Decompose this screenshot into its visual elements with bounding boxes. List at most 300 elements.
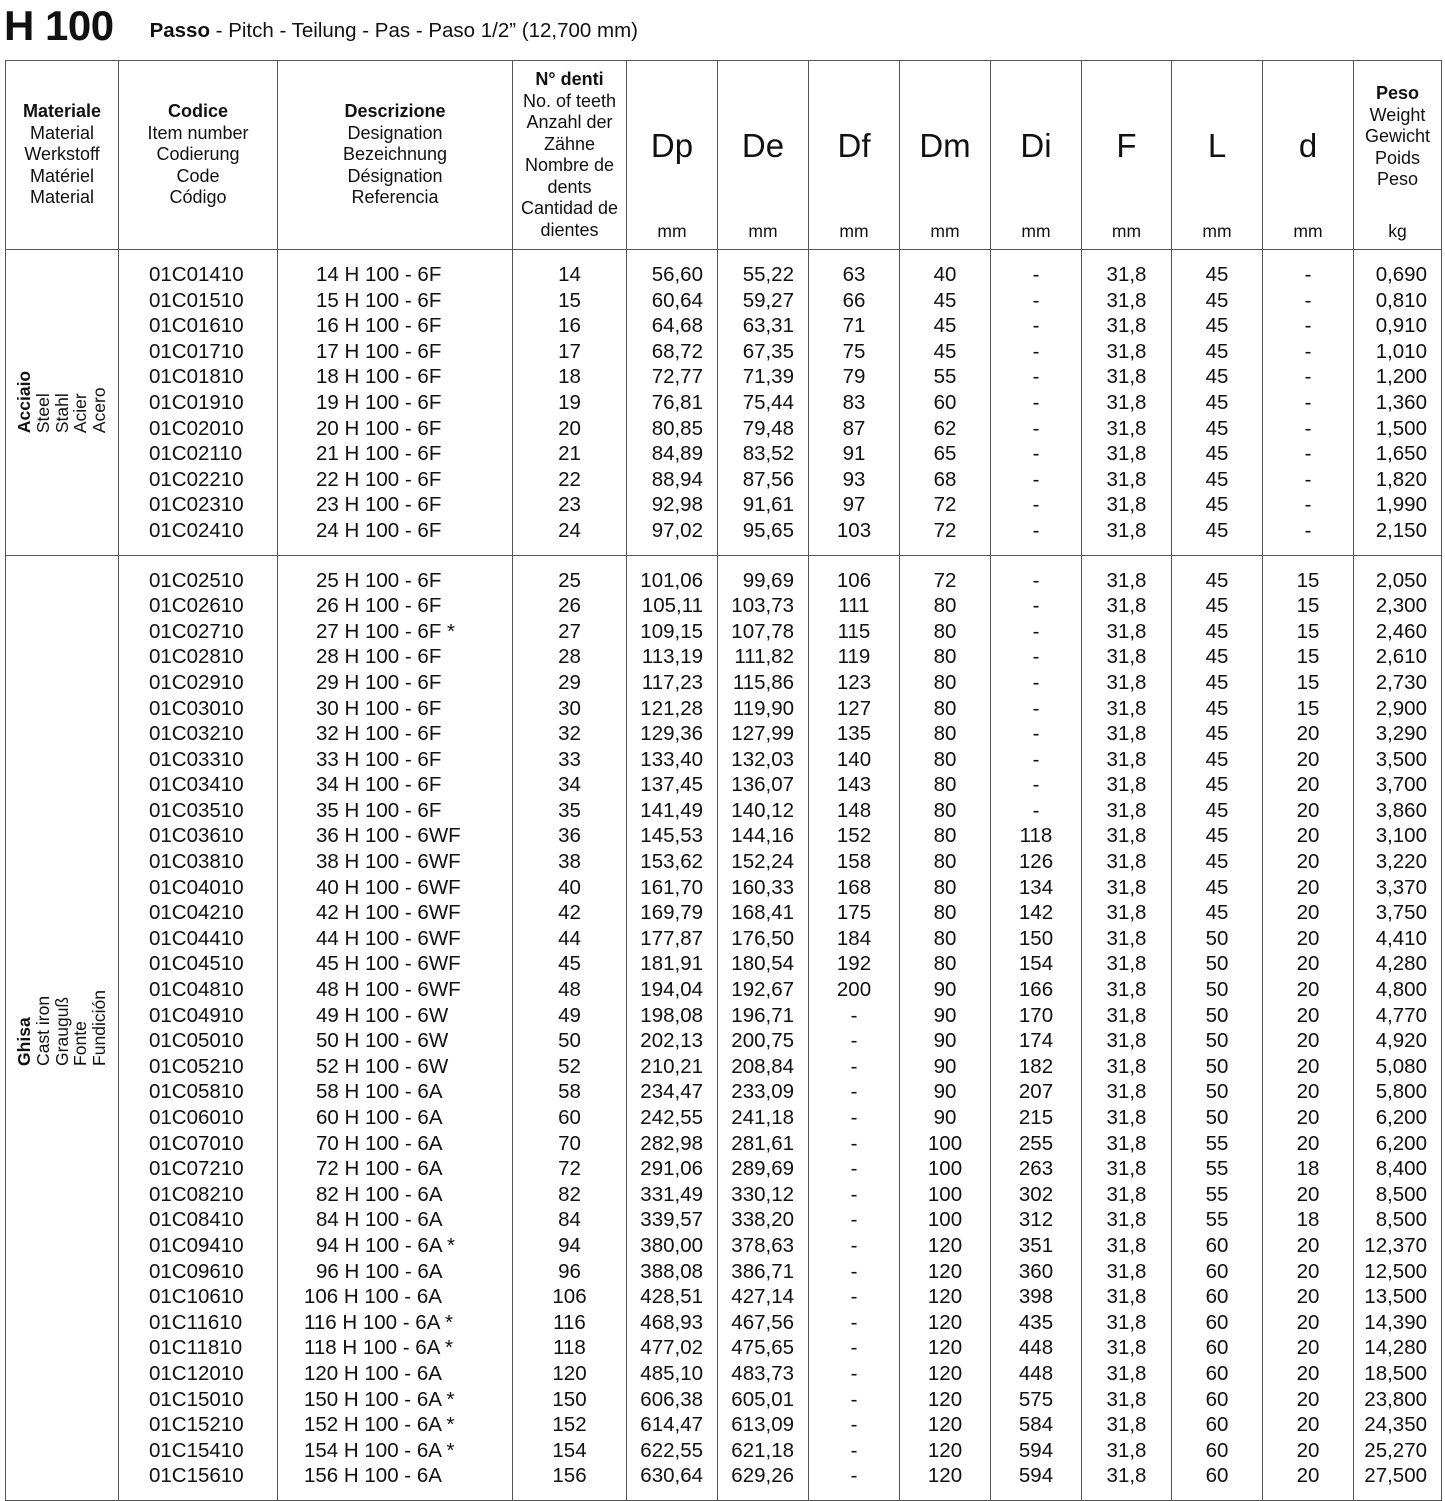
cell-df: - bbox=[809, 1310, 900, 1336]
cell-dm: 120 bbox=[900, 1463, 991, 1489]
cell-f: 31,8 bbox=[1082, 1131, 1172, 1157]
spacer-cell bbox=[809, 250, 900, 263]
cell-description: 84 H 100 - 6A bbox=[278, 1207, 513, 1233]
cell-di: - bbox=[991, 339, 1082, 365]
cell-de: 241,18 bbox=[718, 1105, 809, 1131]
cell-de: 629,26 bbox=[718, 1463, 809, 1489]
cell-description: 36 H 100 - 6WF bbox=[278, 823, 513, 849]
cell-di: 575 bbox=[991, 1387, 1082, 1413]
table-row bbox=[6, 1182, 1442, 1208]
cell-weight: 8,500 bbox=[1354, 1182, 1442, 1208]
cell-l: 60 bbox=[1172, 1233, 1263, 1259]
cell-de: 140,12 bbox=[718, 798, 809, 824]
cell-code: 01C05810 bbox=[119, 1079, 278, 1105]
cell-f: 31,8 bbox=[1082, 593, 1172, 619]
cell-dp: 242,55 bbox=[627, 1105, 718, 1131]
material-name: Acier bbox=[70, 393, 91, 434]
pitch-subtitle bbox=[150, 19, 638, 43]
spacer-cell bbox=[1082, 1489, 1172, 1501]
cell-df: - bbox=[809, 1387, 900, 1413]
spacer-cell bbox=[1354, 544, 1442, 556]
cell-df: 192 bbox=[809, 951, 900, 977]
cell-de: 136,07 bbox=[718, 772, 809, 798]
cell-dp: 331,49 bbox=[627, 1182, 718, 1208]
cell-d: 20 bbox=[1263, 1335, 1354, 1361]
table-row bbox=[6, 1156, 1442, 1182]
cell-code: 01C03510 bbox=[119, 798, 278, 824]
cell-d: - bbox=[1263, 313, 1354, 339]
cell-di: 398 bbox=[991, 1284, 1082, 1310]
cell-df: 123 bbox=[809, 670, 900, 696]
cell-di: - bbox=[991, 747, 1082, 773]
cell-weight: 1,360 bbox=[1354, 390, 1442, 416]
cell-weight: 8,500 bbox=[1354, 1207, 1442, 1233]
cell-f: 31,8 bbox=[1082, 441, 1172, 467]
cell-dp: 109,15 bbox=[627, 619, 718, 645]
cell-teeth: 27 bbox=[513, 619, 627, 645]
cell-l: 45 bbox=[1172, 875, 1263, 901]
cell-weight: 4,800 bbox=[1354, 977, 1442, 1003]
table-row bbox=[6, 518, 1442, 544]
cell-d: 20 bbox=[1263, 1387, 1354, 1413]
cell-de: 67,35 bbox=[718, 339, 809, 365]
cell-teeth: 38 bbox=[513, 849, 627, 875]
cell-code: 01C01410 bbox=[119, 262, 278, 288]
spacer-cell bbox=[278, 544, 513, 556]
cell-code: 01C03610 bbox=[119, 823, 278, 849]
cell-dp: 291,06 bbox=[627, 1156, 718, 1182]
cell-code: 01C04010 bbox=[119, 875, 278, 901]
cell-d: 20 bbox=[1263, 772, 1354, 798]
cell-dp: 485,10 bbox=[627, 1361, 718, 1387]
cell-de: 152,24 bbox=[718, 849, 809, 875]
cell-di: - bbox=[991, 593, 1082, 619]
cell-df: - bbox=[809, 1079, 900, 1105]
cell-teeth: 58 bbox=[513, 1079, 627, 1105]
cell-teeth: 29 bbox=[513, 670, 627, 696]
cell-teeth: 152 bbox=[513, 1412, 627, 1438]
cell-description: 22 H 100 - 6F bbox=[278, 467, 513, 493]
cell-de: 196,71 bbox=[718, 1003, 809, 1029]
material-cell bbox=[6, 555, 119, 1500]
cell-teeth: 20 bbox=[513, 416, 627, 442]
cell-f: 31,8 bbox=[1082, 1028, 1172, 1054]
cell-dm: 80 bbox=[900, 721, 991, 747]
cell-weight: 12,500 bbox=[1354, 1259, 1442, 1285]
cell-dp: 117,23 bbox=[627, 670, 718, 696]
cell-dp: 210,21 bbox=[627, 1054, 718, 1080]
spacer-cell bbox=[1172, 544, 1263, 556]
cell-di: 448 bbox=[991, 1361, 1082, 1387]
cell-di: - bbox=[991, 262, 1082, 288]
cell-dm: 80 bbox=[900, 696, 991, 722]
cell-di: - bbox=[991, 518, 1082, 544]
spacer-cell bbox=[278, 250, 513, 263]
cell-dp: 56,60 bbox=[627, 262, 718, 288]
cell-weight: 1,200 bbox=[1354, 364, 1442, 390]
cell-dp: 234,47 bbox=[627, 1079, 718, 1105]
cell-di: 435 bbox=[991, 1310, 1082, 1336]
table-row bbox=[6, 568, 1442, 594]
table-row bbox=[6, 1003, 1442, 1029]
header-dm: Dm mm bbox=[900, 61, 991, 250]
cell-df: 66 bbox=[809, 288, 900, 314]
cell-di: 118 bbox=[991, 823, 1082, 849]
cell-description: 15 H 100 - 6F bbox=[278, 288, 513, 314]
spacer-cell bbox=[627, 544, 718, 556]
cell-di: - bbox=[991, 568, 1082, 594]
group-spacer bbox=[6, 544, 1442, 556]
cell-weight: 1,820 bbox=[1354, 467, 1442, 493]
cell-f: 31,8 bbox=[1082, 492, 1172, 518]
cell-dp: 153,62 bbox=[627, 849, 718, 875]
material-name: Steel bbox=[32, 393, 53, 434]
cell-description: 156 H 100 - 6A bbox=[278, 1463, 513, 1489]
cell-description: 49 H 100 - 6W bbox=[278, 1003, 513, 1029]
cell-d: 20 bbox=[1263, 849, 1354, 875]
cell-di: 126 bbox=[991, 849, 1082, 875]
table-row bbox=[6, 313, 1442, 339]
cell-df: - bbox=[809, 1438, 900, 1464]
cell-de: 160,33 bbox=[718, 875, 809, 901]
table-row bbox=[6, 875, 1442, 901]
cell-dm: 120 bbox=[900, 1361, 991, 1387]
cell-dm: 80 bbox=[900, 823, 991, 849]
cell-code: 01C02510 bbox=[119, 568, 278, 594]
table-row bbox=[6, 849, 1442, 875]
cell-dp: 145,53 bbox=[627, 823, 718, 849]
cell-df: - bbox=[809, 1182, 900, 1208]
spacer-cell bbox=[1263, 250, 1354, 263]
header-weight: Peso Weight Gewicht Poids Peso kg bbox=[1354, 61, 1442, 250]
cell-dm: 80 bbox=[900, 798, 991, 824]
cell-l: 45 bbox=[1172, 747, 1263, 773]
cell-f: 31,8 bbox=[1082, 1156, 1172, 1182]
cell-df: - bbox=[809, 1028, 900, 1054]
spacer-cell bbox=[991, 544, 1082, 556]
cell-teeth: 17 bbox=[513, 339, 627, 365]
table-row bbox=[6, 823, 1442, 849]
group-steel bbox=[6, 250, 1442, 556]
cell-weight: 2,050 bbox=[1354, 568, 1442, 594]
cell-code: 01C04410 bbox=[119, 926, 278, 952]
cell-dm: 45 bbox=[900, 288, 991, 314]
cell-code: 01C06010 bbox=[119, 1105, 278, 1131]
spacer-cell bbox=[718, 1489, 809, 1501]
cell-l: 45 bbox=[1172, 416, 1263, 442]
cell-l: 45 bbox=[1172, 619, 1263, 645]
cell-d: 20 bbox=[1263, 798, 1354, 824]
cell-de: 111,82 bbox=[718, 644, 809, 670]
cell-de: 87,56 bbox=[718, 467, 809, 493]
cell-df: - bbox=[809, 1259, 900, 1285]
cell-l: 45 bbox=[1172, 364, 1263, 390]
cell-di: - bbox=[991, 441, 1082, 467]
table-row bbox=[6, 492, 1442, 518]
cell-description: 29 H 100 - 6F bbox=[278, 670, 513, 696]
table-row bbox=[6, 696, 1442, 722]
cell-di: - bbox=[991, 288, 1082, 314]
cell-de: 55,22 bbox=[718, 262, 809, 288]
cell-di: 360 bbox=[991, 1259, 1082, 1285]
cell-dm: 80 bbox=[900, 849, 991, 875]
cell-teeth: 33 bbox=[513, 747, 627, 773]
header-df: Df mm bbox=[809, 61, 900, 250]
table-row bbox=[6, 1438, 1442, 1464]
cell-weight: 4,280 bbox=[1354, 951, 1442, 977]
cell-dp: 141,49 bbox=[627, 798, 718, 824]
cell-weight: 3,290 bbox=[1354, 721, 1442, 747]
cell-description: 28 H 100 - 6F bbox=[278, 644, 513, 670]
cell-teeth: 49 bbox=[513, 1003, 627, 1029]
cell-weight: 14,390 bbox=[1354, 1310, 1442, 1336]
cell-d: 20 bbox=[1263, 1310, 1354, 1336]
spacer-cell bbox=[513, 250, 627, 263]
cell-df: 87 bbox=[809, 416, 900, 442]
cell-teeth: 30 bbox=[513, 696, 627, 722]
cell-f: 31,8 bbox=[1082, 1310, 1172, 1336]
cell-description: 96 H 100 - 6A bbox=[278, 1259, 513, 1285]
cell-di: 170 bbox=[991, 1003, 1082, 1029]
cell-weight: 1,500 bbox=[1354, 416, 1442, 442]
group-spacer bbox=[6, 1489, 1442, 1501]
cell-di: 166 bbox=[991, 977, 1082, 1003]
cell-de: 281,61 bbox=[718, 1131, 809, 1157]
cell-df: - bbox=[809, 1463, 900, 1489]
cell-de: 233,09 bbox=[718, 1079, 809, 1105]
cell-code: 01C03310 bbox=[119, 747, 278, 773]
cell-d: 20 bbox=[1263, 1003, 1354, 1029]
cell-l: 45 bbox=[1172, 670, 1263, 696]
cell-d: 20 bbox=[1263, 1182, 1354, 1208]
cell-teeth: 84 bbox=[513, 1207, 627, 1233]
table-row bbox=[6, 467, 1442, 493]
cell-f: 31,8 bbox=[1082, 339, 1172, 365]
cell-code: 01C15410 bbox=[119, 1438, 278, 1464]
cell-df: 148 bbox=[809, 798, 900, 824]
cell-teeth: 25 bbox=[513, 568, 627, 594]
cell-teeth: 40 bbox=[513, 875, 627, 901]
cell-dp: 129,36 bbox=[627, 721, 718, 747]
table-row bbox=[6, 416, 1442, 442]
cell-description: 16 H 100 - 6F bbox=[278, 313, 513, 339]
spacer-cell bbox=[718, 555, 809, 568]
cell-weight: 4,410 bbox=[1354, 926, 1442, 952]
spacer-cell bbox=[627, 555, 718, 568]
cell-f: 31,8 bbox=[1082, 416, 1172, 442]
header-material: Materiale Material Werkstoff Matériel Material bbox=[6, 61, 119, 250]
cell-dm: 90 bbox=[900, 1105, 991, 1131]
cell-teeth: 14 bbox=[513, 262, 627, 288]
spacer-cell bbox=[1172, 250, 1263, 263]
cell-description: 120 H 100 - 6A bbox=[278, 1361, 513, 1387]
table-row bbox=[6, 1259, 1442, 1285]
spacer-cell bbox=[1172, 1489, 1263, 1501]
cell-weight: 3,750 bbox=[1354, 900, 1442, 926]
spacer-cell bbox=[1354, 1489, 1442, 1501]
cell-l: 50 bbox=[1172, 1028, 1263, 1054]
cell-de: 208,84 bbox=[718, 1054, 809, 1080]
cell-df: 115 bbox=[809, 619, 900, 645]
header-de: De mm bbox=[718, 61, 809, 250]
cell-dm: 80 bbox=[900, 900, 991, 926]
cell-di: - bbox=[991, 772, 1082, 798]
cell-code: 01C04510 bbox=[119, 951, 278, 977]
cell-di: 594 bbox=[991, 1463, 1082, 1489]
cell-d: 20 bbox=[1263, 875, 1354, 901]
cell-di: 207 bbox=[991, 1079, 1082, 1105]
cell-l: 45 bbox=[1172, 696, 1263, 722]
cell-weight: 2,460 bbox=[1354, 619, 1442, 645]
cell-description: 34 H 100 - 6F bbox=[278, 772, 513, 798]
cell-dp: 97,02 bbox=[627, 518, 718, 544]
cell-di: 448 bbox=[991, 1335, 1082, 1361]
cell-dp: 88,94 bbox=[627, 467, 718, 493]
cell-l: 45 bbox=[1172, 390, 1263, 416]
cell-l: 45 bbox=[1172, 593, 1263, 619]
cell-d: 20 bbox=[1263, 1079, 1354, 1105]
cell-description: 50 H 100 - 6W bbox=[278, 1028, 513, 1054]
cell-l: 60 bbox=[1172, 1284, 1263, 1310]
cell-weight: 27,500 bbox=[1354, 1463, 1442, 1489]
cell-teeth: 52 bbox=[513, 1054, 627, 1080]
cell-de: 59,27 bbox=[718, 288, 809, 314]
cell-dp: 92,98 bbox=[627, 492, 718, 518]
spacer-cell bbox=[991, 1489, 1082, 1501]
table-row bbox=[6, 619, 1442, 645]
cell-df: - bbox=[809, 1335, 900, 1361]
spacer-cell bbox=[1082, 250, 1172, 263]
cell-teeth: 45 bbox=[513, 951, 627, 977]
cell-weight: 2,730 bbox=[1354, 670, 1442, 696]
cell-df: - bbox=[809, 1284, 900, 1310]
cell-df: 91 bbox=[809, 441, 900, 467]
cell-f: 31,8 bbox=[1082, 644, 1172, 670]
cell-dm: 90 bbox=[900, 1054, 991, 1080]
cell-de: 99,69 bbox=[718, 568, 809, 594]
spacer-cell bbox=[900, 544, 991, 556]
cell-weight: 3,860 bbox=[1354, 798, 1442, 824]
cell-teeth: 34 bbox=[513, 772, 627, 798]
cell-teeth: 16 bbox=[513, 313, 627, 339]
cell-weight: 6,200 bbox=[1354, 1105, 1442, 1131]
group-spacer bbox=[6, 555, 1442, 568]
cell-dm: 72 bbox=[900, 492, 991, 518]
cell-de: 483,73 bbox=[718, 1361, 809, 1387]
cell-teeth: 48 bbox=[513, 977, 627, 1003]
cell-d: - bbox=[1263, 467, 1354, 493]
cell-teeth: 22 bbox=[513, 467, 627, 493]
material-name: Acero bbox=[89, 387, 110, 434]
cell-code: 01C08410 bbox=[119, 1207, 278, 1233]
cell-de: 83,52 bbox=[718, 441, 809, 467]
cell-weight: 3,220 bbox=[1354, 849, 1442, 875]
cell-description: 45 H 100 - 6WF bbox=[278, 951, 513, 977]
cell-description: 25 H 100 - 6F bbox=[278, 568, 513, 594]
cell-de: 132,03 bbox=[718, 747, 809, 773]
cell-df: 143 bbox=[809, 772, 900, 798]
spacer-cell bbox=[718, 250, 809, 263]
table-row bbox=[6, 441, 1442, 467]
cell-dm: 80 bbox=[900, 926, 991, 952]
cell-dp: 76,81 bbox=[627, 390, 718, 416]
cell-di: 174 bbox=[991, 1028, 1082, 1054]
cell-d: 15 bbox=[1263, 568, 1354, 594]
cell-de: 338,20 bbox=[718, 1207, 809, 1233]
cell-dp: 113,19 bbox=[627, 644, 718, 670]
cell-f: 31,8 bbox=[1082, 721, 1172, 747]
table-row bbox=[6, 1079, 1442, 1105]
cell-di: 584 bbox=[991, 1412, 1082, 1438]
cell-l: 60 bbox=[1172, 1310, 1263, 1336]
cell-de: 63,31 bbox=[718, 313, 809, 339]
cell-teeth: 50 bbox=[513, 1028, 627, 1054]
header-l: L mm bbox=[1172, 61, 1263, 250]
cell-f: 31,8 bbox=[1082, 313, 1172, 339]
cell-d: 20 bbox=[1263, 1412, 1354, 1438]
cell-dm: 120 bbox=[900, 1387, 991, 1413]
page-header bbox=[4, 0, 638, 52]
cell-f: 31,8 bbox=[1082, 900, 1172, 926]
cell-dp: 161,70 bbox=[627, 875, 718, 901]
cell-l: 45 bbox=[1172, 492, 1263, 518]
cell-dp: 198,08 bbox=[627, 1003, 718, 1029]
cell-f: 31,8 bbox=[1082, 823, 1172, 849]
material-name: Acciaio bbox=[14, 371, 35, 434]
cell-weight: 1,650 bbox=[1354, 441, 1442, 467]
cell-code: 01C05210 bbox=[119, 1054, 278, 1080]
cell-di: 302 bbox=[991, 1182, 1082, 1208]
cell-teeth: 23 bbox=[513, 492, 627, 518]
cell-teeth: 15 bbox=[513, 288, 627, 314]
cell-di: - bbox=[991, 390, 1082, 416]
spacer-cell bbox=[1354, 555, 1442, 568]
cell-de: 115,86 bbox=[718, 670, 809, 696]
cell-description: 32 H 100 - 6F bbox=[278, 721, 513, 747]
cell-f: 31,8 bbox=[1082, 1463, 1172, 1489]
cell-dp: 105,11 bbox=[627, 593, 718, 619]
table-row bbox=[6, 1335, 1442, 1361]
cell-weight: 6,200 bbox=[1354, 1131, 1442, 1157]
cell-dp: 72,77 bbox=[627, 364, 718, 390]
cell-code: 01C02810 bbox=[119, 644, 278, 670]
cell-teeth: 156 bbox=[513, 1463, 627, 1489]
cell-weight: 25,270 bbox=[1354, 1438, 1442, 1464]
cell-d: 15 bbox=[1263, 644, 1354, 670]
spacer-cell bbox=[513, 555, 627, 568]
cell-di: 154 bbox=[991, 951, 1082, 977]
cell-teeth: 18 bbox=[513, 364, 627, 390]
cell-teeth: 24 bbox=[513, 518, 627, 544]
cell-de: 621,18 bbox=[718, 1438, 809, 1464]
cell-f: 31,8 bbox=[1082, 772, 1172, 798]
cell-df: - bbox=[809, 1361, 900, 1387]
cell-dp: 84,89 bbox=[627, 441, 718, 467]
cell-de: 168,41 bbox=[718, 900, 809, 926]
cell-teeth: 42 bbox=[513, 900, 627, 926]
cell-weight: 4,920 bbox=[1354, 1028, 1442, 1054]
spacer-cell bbox=[1082, 544, 1172, 556]
cell-dm: 45 bbox=[900, 313, 991, 339]
table-row bbox=[6, 288, 1442, 314]
cell-f: 31,8 bbox=[1082, 798, 1172, 824]
cell-d: 20 bbox=[1263, 1259, 1354, 1285]
cell-weight: 2,900 bbox=[1354, 696, 1442, 722]
cell-teeth: 96 bbox=[513, 1259, 627, 1285]
spacer-cell bbox=[900, 250, 991, 263]
cell-dm: 60 bbox=[900, 390, 991, 416]
spacer-cell bbox=[1172, 555, 1263, 568]
